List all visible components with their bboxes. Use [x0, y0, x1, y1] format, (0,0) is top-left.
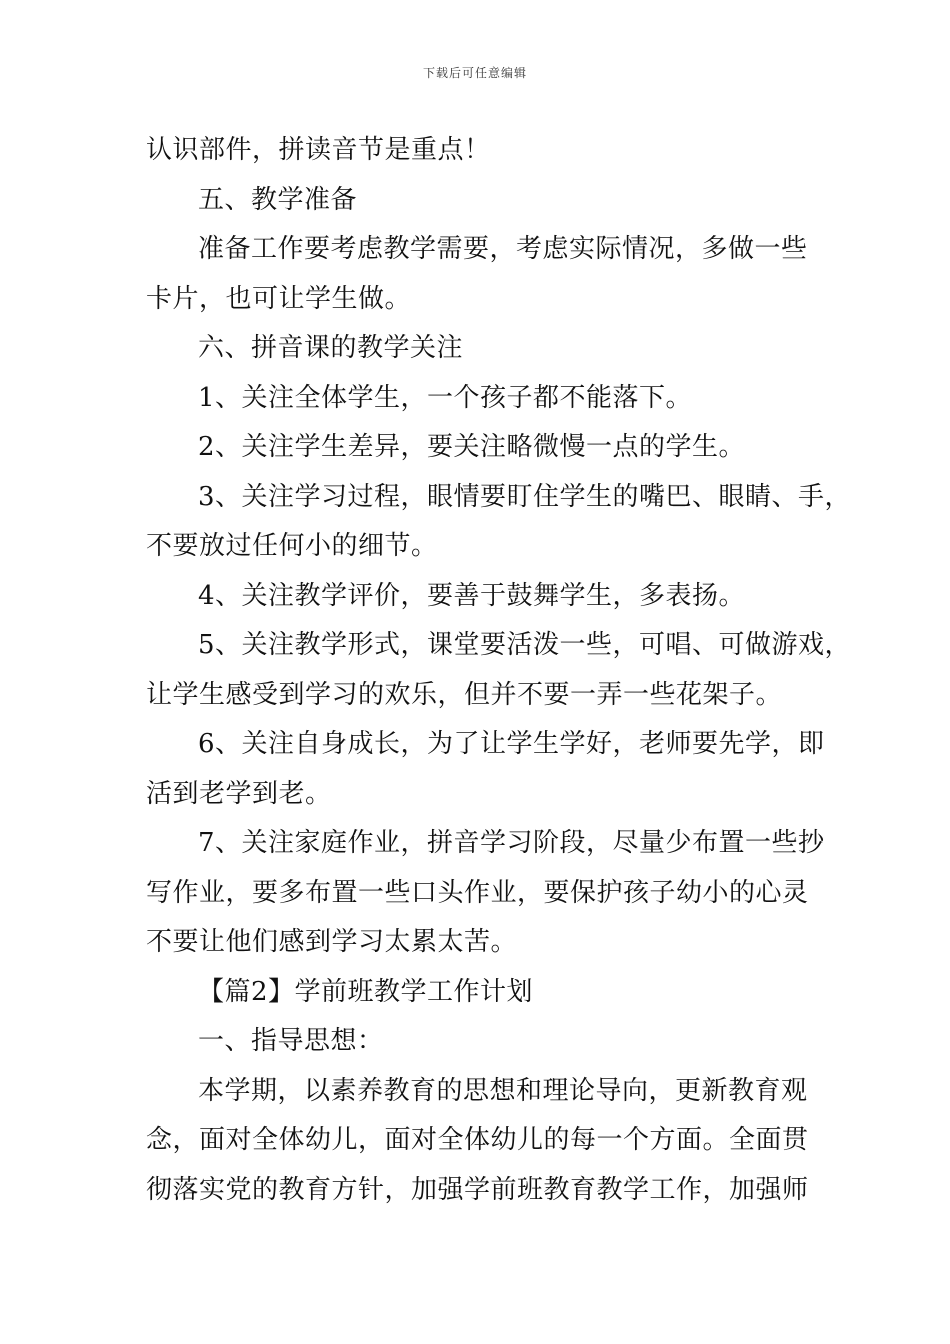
text-line: 4、关注教学评价，要善于鼓舞学生，多表扬。 [198, 580, 746, 611]
text-line: 3、关注学习过程，眼情要盯住学生的嘴巴、眼睛、手， [198, 481, 852, 512]
text-line: 不要让他们感到学习太累太苦。 [146, 927, 518, 957]
text-line: 一、指导思想： [198, 1026, 384, 1056]
section-heading: 【篇2】学前班教学工作计划 [198, 976, 534, 1007]
text-line: 7、关注家庭作业，拼音学习阶段，尽量少布置一些抄 [198, 828, 825, 858]
text-line: 认识部件，拼读音节是重点！ [146, 135, 491, 165]
text-line: 5、关注教学形式，课堂要活泼一些，可唱、可做游戏， [198, 630, 852, 660]
text-line: 6、关注自身成长，为了让学生学好，老师要先学，即 [198, 729, 825, 759]
text-line: 六、拼音课的教学关注 [198, 333, 464, 363]
document-body [146, 126, 852, 1215]
text-line: 本学期，以素养教育的思想和理论导向，更新教育观 [198, 1075, 808, 1106]
text-line: 五、教学准备 [198, 184, 358, 215]
text-line: 1、关注全体学生，一个孩子都不能落下。 [198, 382, 693, 413]
text-line: 写作业，要多布置一些口头作业，要保护孩子幼小的心灵 [146, 877, 809, 908]
text-line: 念，面对全体幼儿，面对全体幼儿的每一个方面。全面贯 [146, 1125, 809, 1155]
text-line: 卡片，也可让学生做。 [146, 283, 412, 314]
text-line: 准备工作要考虑教学需要，考虑实际情况，多做一些 [198, 234, 808, 264]
text-line: 2、关注学生差异，要关注略微慢一点的学生。 [198, 432, 746, 462]
page-header-note: 下载后可任意编辑 [422, 66, 527, 80]
text-line: 彻落实党的教育方针，加强学前班教育教学工作，加强师 [146, 1174, 809, 1205]
text-line: 活到老学到老。 [146, 778, 332, 809]
text-line: 让学生感受到学习的欢乐，但并不要一弄一些花架子。 [146, 679, 783, 710]
text-line: 不要放过任何小的细节。 [146, 531, 438, 561]
